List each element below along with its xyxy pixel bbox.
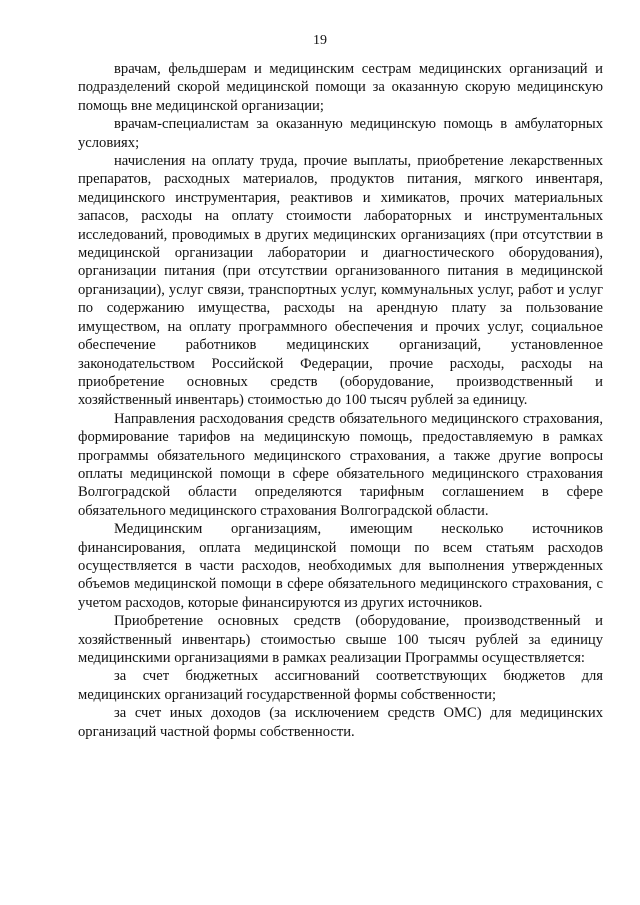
paragraph: за счет бюджетных ассигнований соответствующих бюджетов для медицинских организаций государственной формы собственности; bbox=[78, 668, 603, 703]
paragraph: Медицинским организациям, имеющим несколько источников финансирования, оплата медицинской помощи по всем статьям расходов осуществляется в части расходов, необходимых для выполнения утвержденных объемов медицинской помощи в сфере обязательного медицинского страхования, с учетом расходов, которые финансируются из других источников. bbox=[78, 521, 603, 611]
paragraph: за счет иных доходов (за исключением средств ОМС) для медицинских организаций частной формы собственности. bbox=[78, 705, 603, 740]
page-number: 19 bbox=[313, 33, 327, 48]
document-body bbox=[78, 60, 603, 741]
paragraph: врачам, фельдшерам и медицинским сестрам медицинских организаций и подразделений скорой медицинской помощи за оказанную скорую медицинскую помощь вне медицинской организации; bbox=[78, 61, 603, 114]
paragraph: начисления на оплату труда, прочие выплаты, приобретение лекарственных препаратов, расходных материалов, продуктов питания, мягкого инвентаря, медицинского инструментария, реактивов и химикатов, прочих материальных запасов, расходы на оплату стоимости лабораторных и инструментальных исследований, проводимых в других медицинских организациях (при отсутствии в медицинской организации лаборатории и диагностического оборудования), организации питания (при отсутствии организованного питания в медицинской организации), услуг связи, транспортных услуг, коммунальных услуг, работ и услуг по содержанию имущества, расходы на арендную плату за пользование имуществом, на оплату программного обеспечения и прочих услуг, социальное обеспечение работников медицинских организаций, установленное законодательством Российской Федерации, прочие расходы, расходы на приобретение основных средств (оборудование, производственный и хозяйственный инвентарь) стоимостью до 100 тысяч рублей за единицу. bbox=[78, 153, 603, 409]
paragraph: врачам-специалистам за оказанную медицинскую помощь в амбулаторных условиях; bbox=[78, 116, 603, 151]
paragraph: Приобретение основных средств (оборудование, производственный и хозяйственный инвентарь) стоимостью свыше 100 тысяч рублей за единицу медицинскими организациями в рамках реализации Программы осуществляется: bbox=[78, 613, 603, 666]
paragraph: Направления расходования средств обязательного медицинского страхования, формирование тарифов на медицинскую помощь, предоставляемую в рамках программы обязательного медицинского страхования, а также другие вопросы оплаты медицинской помощи в сфере обязательного медицинского страхования Волгоградской области определяются тарифным соглашением в сфере обязательного медицинского страхования Волгоградской области. bbox=[78, 410, 603, 519]
